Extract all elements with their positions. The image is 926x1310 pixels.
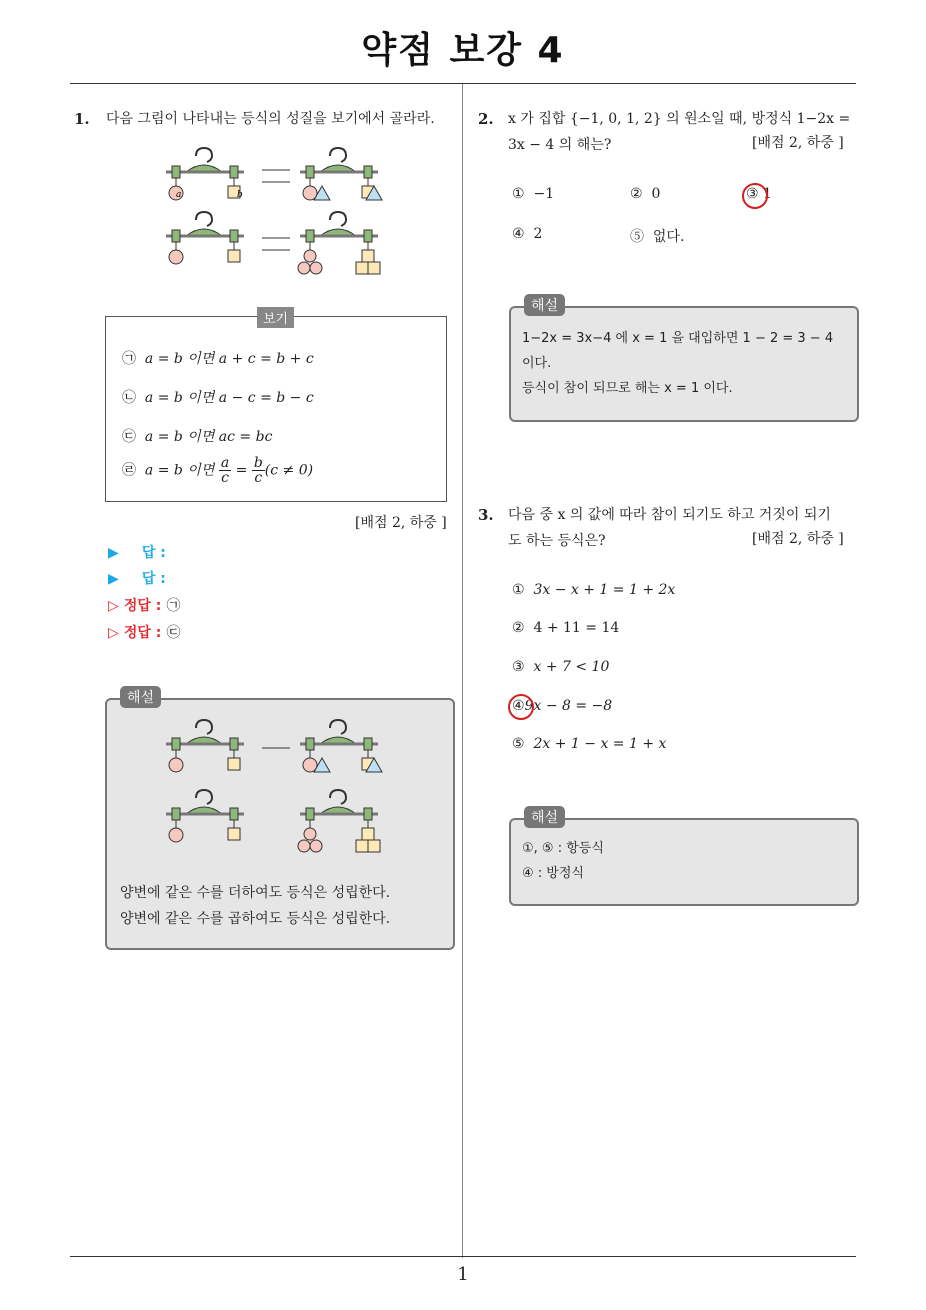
q2-option: ③ 1: [746, 186, 772, 202]
q3-number: 3.: [478, 506, 494, 524]
page-number: 1: [457, 1264, 469, 1285]
q1-correct-answer: ▷ 정답 : ㉢: [108, 625, 181, 641]
q3-option: ④9x − 8 = −8: [512, 698, 613, 714]
q2-explanation-tag: 해설: [524, 294, 565, 316]
triangle-right-icon: ▶: [108, 571, 119, 587]
fig-var-a: a: [176, 190, 182, 200]
q1-score: [배점 2, 하중 ]: [355, 515, 447, 531]
fig-var-b: b: [237, 190, 243, 200]
q1-explanation-tag: 해설: [120, 686, 161, 708]
q1-bogi-item: ㉢ a = b 이면 ac = bc: [122, 429, 273, 445]
q1-bogi-item: ㉠ a = b 이면 a + c = b + c: [122, 351, 314, 367]
q3-option: ① 3x − x + 1 = 1 + 2x: [512, 582, 676, 598]
q2-explanation-text: 1−2x = 3x−4 에 x = 1 을 대입하면 1 − 2 = 3 − 4 이다. 등식이 참이 되므로 해는 x = 1 이다.: [522, 331, 834, 396]
q1-number: 1.: [74, 110, 90, 128]
q1-explanation-figure: [150, 718, 410, 858]
column-divider: [462, 84, 463, 1258]
q2-score: [배점 2, 하중 ]: [752, 135, 844, 151]
q1-bogi-item: ㉣ a = b 이면 $\frac{a}{c}$ = $\frac{b}{c}$ (c ≠ 0): [122, 455, 314, 486]
q1-text: 다음 그림이 나타내는 등식의 성질을 보기에서 골라라.: [106, 111, 435, 127]
q3-score: [배점 2, 하중 ]: [752, 531, 844, 547]
q1-answer-row: ▶ 답 :: [108, 545, 166, 561]
q2-option: ② 0: [630, 186, 661, 202]
triangle-right-icon: ▶: [108, 545, 119, 561]
footer-rule: [70, 1256, 856, 1257]
q2-text: x 가 집합 {−1, 0, 1, 2} 의 원소일 때, 방정식 1−2x = 3x − 4 의 해는?: [508, 111, 851, 153]
triangle-outline-icon: ▷: [108, 598, 119, 614]
q1-balance-figure: [150, 140, 410, 280]
q3-selected-circle-icon: [508, 694, 534, 720]
q2-number: 2.: [478, 110, 494, 128]
q1-explanation-text: 양변에 같은 수를 더하여도 등식은 성립한다. 양변에 같은 수를 곱하여도 등식은 성립한다.: [120, 885, 391, 927]
q3-explanation-tag: 해설: [524, 806, 565, 828]
q1-bogi-label: 보기: [257, 307, 294, 328]
q2-option: ⑤ 없다.: [630, 229, 685, 245]
q3-option: ⑤ 2x + 1 − x = 1 + x: [512, 736, 667, 752]
page-title: 약점 보강 4: [361, 30, 565, 71]
q1-bogi-item: ㉡ a = b 이면 a − c = b − c: [122, 390, 314, 406]
q1-answer-row: ▶ 답 :: [108, 571, 166, 587]
q3-option: ③ x + 7 < 10: [512, 659, 610, 675]
q2-option: ① −1: [512, 186, 555, 202]
triangle-outline-icon: ▷: [108, 625, 119, 641]
header-rule: [70, 83, 856, 84]
q1-correct-answer: ▷ 정답 : ㉠: [108, 598, 181, 614]
q3-text: 다음 중 x 의 값에 따라 참이 되기도 하고 거짓이 되기 도 하는 등식은?: [508, 507, 831, 549]
q2-option: ④ 2: [512, 226, 543, 242]
q2-selected-circle-icon: [742, 183, 768, 209]
q3-explanation-text: ①, ⑤ : 항등식 ④ : 방정식: [522, 841, 604, 881]
q3-option: ② 4 + 11 = 14: [512, 620, 620, 636]
